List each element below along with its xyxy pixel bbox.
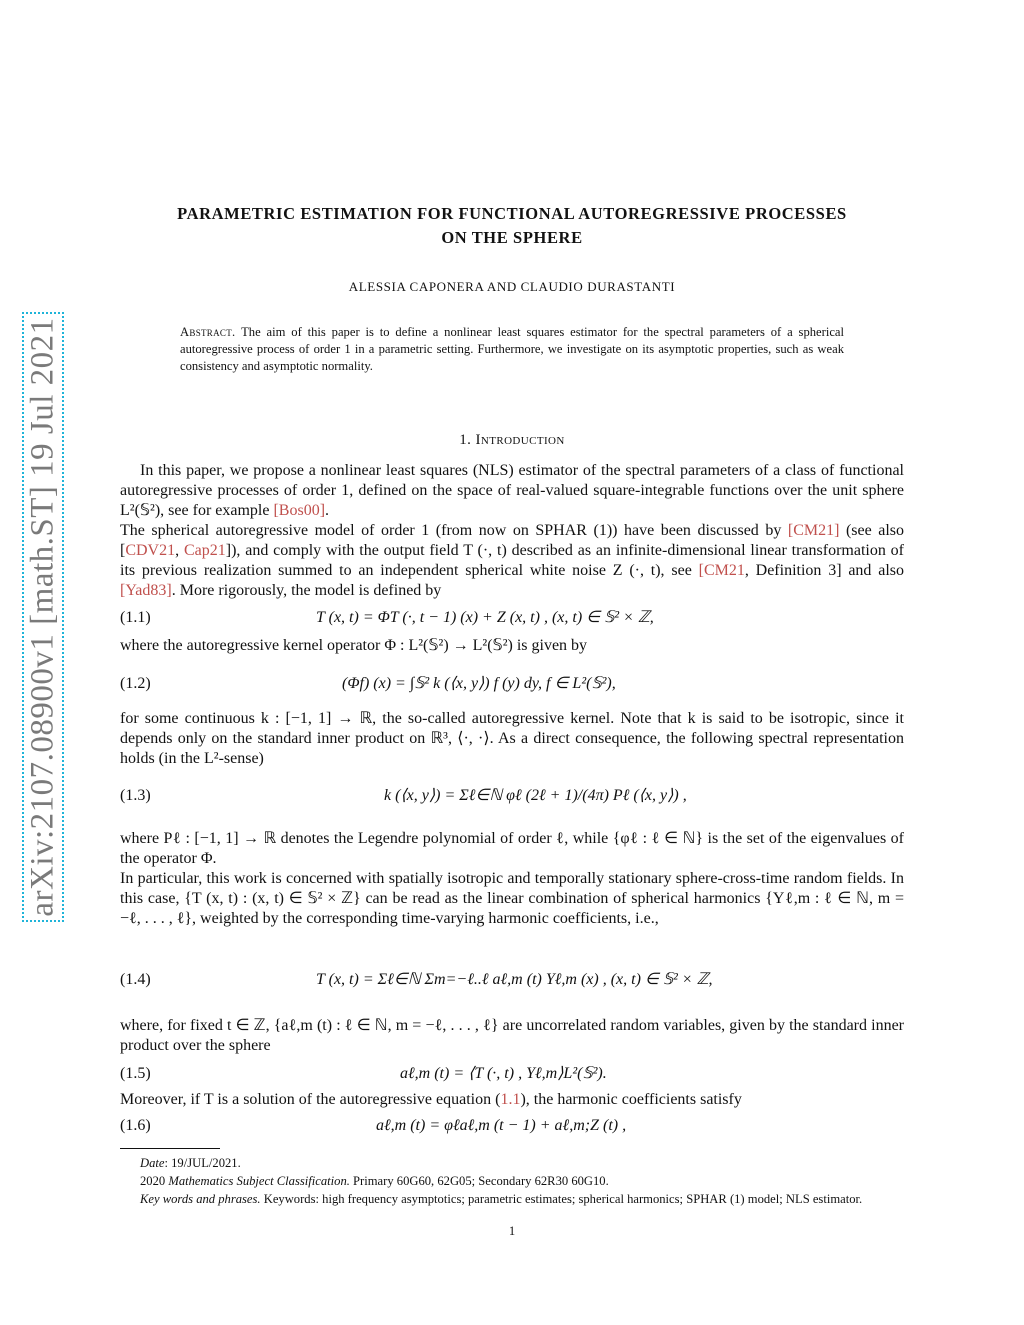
equation-1-1 (120, 606, 904, 630)
footnote-msc (120, 1172, 904, 1190)
equation-body: aℓ,m (t) = ⟨T (·, t) , Yℓ,m⟩L²(𝕊²). (400, 1065, 607, 1082)
citation-cm21-definition[interactable]: [CM21 (698, 562, 745, 579)
section-heading (120, 432, 904, 449)
footnote-rule (120, 1148, 220, 1149)
footnote-msc-label: Mathematics Subject Classification. (168, 1174, 350, 1188)
equation-1-4 (120, 968, 904, 992)
paragraph-isotropic-kernel: for some continuous k : [−1, 1] → ℝ, the so-called autoregressive kernel. Note that k is said to be isotropic, since it depends only on the standard inner product on ℝ³, ⟨·, ·⟩. As a direct consequence, the following spectral representation holds (in the L²-sense) (120, 710, 904, 767)
equation-body: T (x, t) = ΦT (·, t − 1) (x) + Z (x, t) , (x, t) ∈ 𝕊² × ℤ, (316, 609, 654, 626)
arxiv-identifier-stamp (22, 312, 64, 922)
abstract (180, 324, 844, 375)
title-line-2: ON THE SPHERE (441, 228, 583, 247)
paragraph-coefficients: where, for fixed t ∈ ℤ, {aℓ,m (t) : ℓ ∈ ℕ, m = −ℓ, . . . , ℓ} are uncorrelated random variables, given by the standard inner product over the sphere (120, 1017, 904, 1054)
paper-title (120, 202, 904, 250)
footnote-date-label: Date (140, 1156, 165, 1170)
footnote-keywords (120, 1190, 904, 1208)
arxiv-identifier: arXiv:2107.08900v1 [math.ST] 19 Jul 2021 (24, 317, 61, 917)
paragraph-autoregressive-text-a: Moreover, if T is a solution of the autoregressive equation ( (120, 1091, 501, 1108)
equation-number: (1.5) (120, 1065, 151, 1082)
footnote-date-value: : 19/JUL/2021. (164, 1156, 241, 1170)
citation-yad83[interactable]: [Yad83] (120, 582, 172, 599)
page-number: 1 (508, 1224, 516, 1238)
paragraph-autoregressive-text-b: ), the harmonic coefficients satisfy (520, 1091, 742, 1108)
paragraph-sphar-text-d: , Definition 3] and also (744, 562, 905, 579)
footnote-msc-year: 2020 (140, 1174, 166, 1188)
equation-body: T (x, t) = Σℓ∈ℕ Σm=−ℓ..ℓ aℓ,m (t) Yℓ,m (x) , (x, t) ∈ 𝕊² × ℤ, (316, 971, 713, 988)
citation-bos00[interactable]: [Bos00] (273, 502, 326, 519)
citation-cm21[interactable]: [CM21] (787, 522, 840, 539)
equation-1-3 (120, 784, 904, 808)
paragraph-sphar-text-c: ]), and comply with the output field T (·, t) described as an infinite-dimensional linear transformation of its previous realization summed to an independent spherical white noise Z (·, t), see (120, 542, 905, 579)
footnote-keywords-label: Key words and phrases. (140, 1192, 261, 1206)
title-line-1: PARAMETRIC ESTIMATION FOR FUNCTIONAL AUTOREGRESSIVE PROCESSES (177, 204, 847, 223)
equation-body: (Φf) (x) = ∫𝕊² k (⟨x, y⟩) f (y) dy, f ∈ L²(𝕊²), (342, 675, 616, 692)
author-list: ALESSIA CAPONERA AND CLAUDIO DURASTANTI (348, 279, 676, 294)
equation-1-5 (120, 1062, 904, 1086)
section-title: Introduction (475, 432, 565, 448)
equation-number: (1.1) (120, 609, 151, 626)
abstract-heading: Abstract. (180, 325, 236, 339)
equation-1-6 (120, 1114, 904, 1138)
equation-number: (1.3) (120, 787, 151, 804)
paragraph-autoregressive-solution (120, 1090, 904, 1110)
equation-1-2 (120, 672, 904, 696)
citation-cdv21[interactable]: CDV21 (125, 542, 176, 559)
paragraph-sphar-text-b: (see also [ (120, 522, 905, 559)
paragraph-intro-text: In this paper, we propose a nonlinear least squares (NLS) estimator of the spectral parameters of a class of functional autoregressive processes of order 1, defined on the space of real-valued square-integrable functions over the unit sphere L²(𝕊²), see for example (120, 462, 904, 519)
equation-number: (1.2) (120, 675, 151, 692)
footnote-keywords-value: Keywords: high frequency asymptotics; parametric estimates; spherical harmonics; SPHAR (1) model; NLS estimator. (263, 1192, 863, 1206)
paragraph-intro: In this paper, we propose a nonlinear least squares (NLS) estimator of the spectral parameters of a class of functional autoregressive processes of order 1, defined on the space of real-valued square-integrable functions over the unit sphere L²(𝕊²), see for example [Bos00]. (120, 462, 904, 519)
equation-number: (1.6) (120, 1117, 151, 1134)
equation-body: aℓ,m (t) = φℓaℓ,m (t − 1) + aℓ,m;Z (t) , (376, 1117, 627, 1134)
paragraph-harmonics: In particular, this work is concerned with spatially isotropic and temporally stationary sphere-cross-time random fields. In this case, {T (x, t) : (x, t) ∈ 𝕊² × ℤ} can be read as the linear combination of spherical harmonics {Yℓ,m : ℓ ∈ ℕ, m = −ℓ, . . . , ℓ}, weighted by the corresponding time-varying harmonic coefficients, i.e., (120, 870, 904, 927)
footnote-date (120, 1154, 904, 1172)
paragraph-sphar: The spherical autoregressive model of order 1 (from now on SPHAR (1)) have been discussed by [CM21] (see also [CDV21, Cap21]), and comply with the output field T (·, t) described as an infinite-dimensional linear transformation of its previous realization summed to an independent spherical white noise Z (·, t), see [CM21, Definition 3] and also [Yad83]. More rigorously, the model is defined by (120, 522, 905, 599)
equation-body: k (⟨x, y⟩) = Σℓ∈ℕ φℓ (2ℓ + 1)/(4π) Pℓ (⟨x, y⟩) , (384, 787, 687, 804)
paragraph-kernel-operator: where the autoregressive kernel operator Φ : L²(𝕊²) → L²(𝕊²) is given by (120, 637, 588, 654)
paragraph-legendre: where Pℓ : [−1, 1] → ℝ denotes the Legendre polynomial of order ℓ, while {φℓ : ℓ ∈ ℕ} is the set of the eigenvalues of the operator Φ. (120, 830, 904, 867)
equation-reference-1-1[interactable]: 1.1 (500, 1091, 521, 1108)
abstract-text: The aim of this paper is to define a nonlinear least squares estimator for the spectral parameters of a spherical autoregressive process of order 1 in a parametric setting. Furthermore, we investigate on its asymptotic properties, such as weak consistency and asymptotic normality. (180, 325, 845, 373)
paragraph-sphar-text-a: The spherical autoregressive model of order 1 (from now on SPHAR (1)) have been discussed by (120, 522, 782, 539)
paragraph-sphar-text-e: . More rigorously, the model is defined by (171, 582, 442, 599)
citation-cap21[interactable]: Cap21 (183, 542, 226, 559)
footnote-msc-value: Primary 60G60, 62G05; Secondary 62R30 60G10. (353, 1174, 609, 1188)
equation-number: (1.4) (120, 971, 151, 988)
section-number: 1. (459, 432, 472, 448)
